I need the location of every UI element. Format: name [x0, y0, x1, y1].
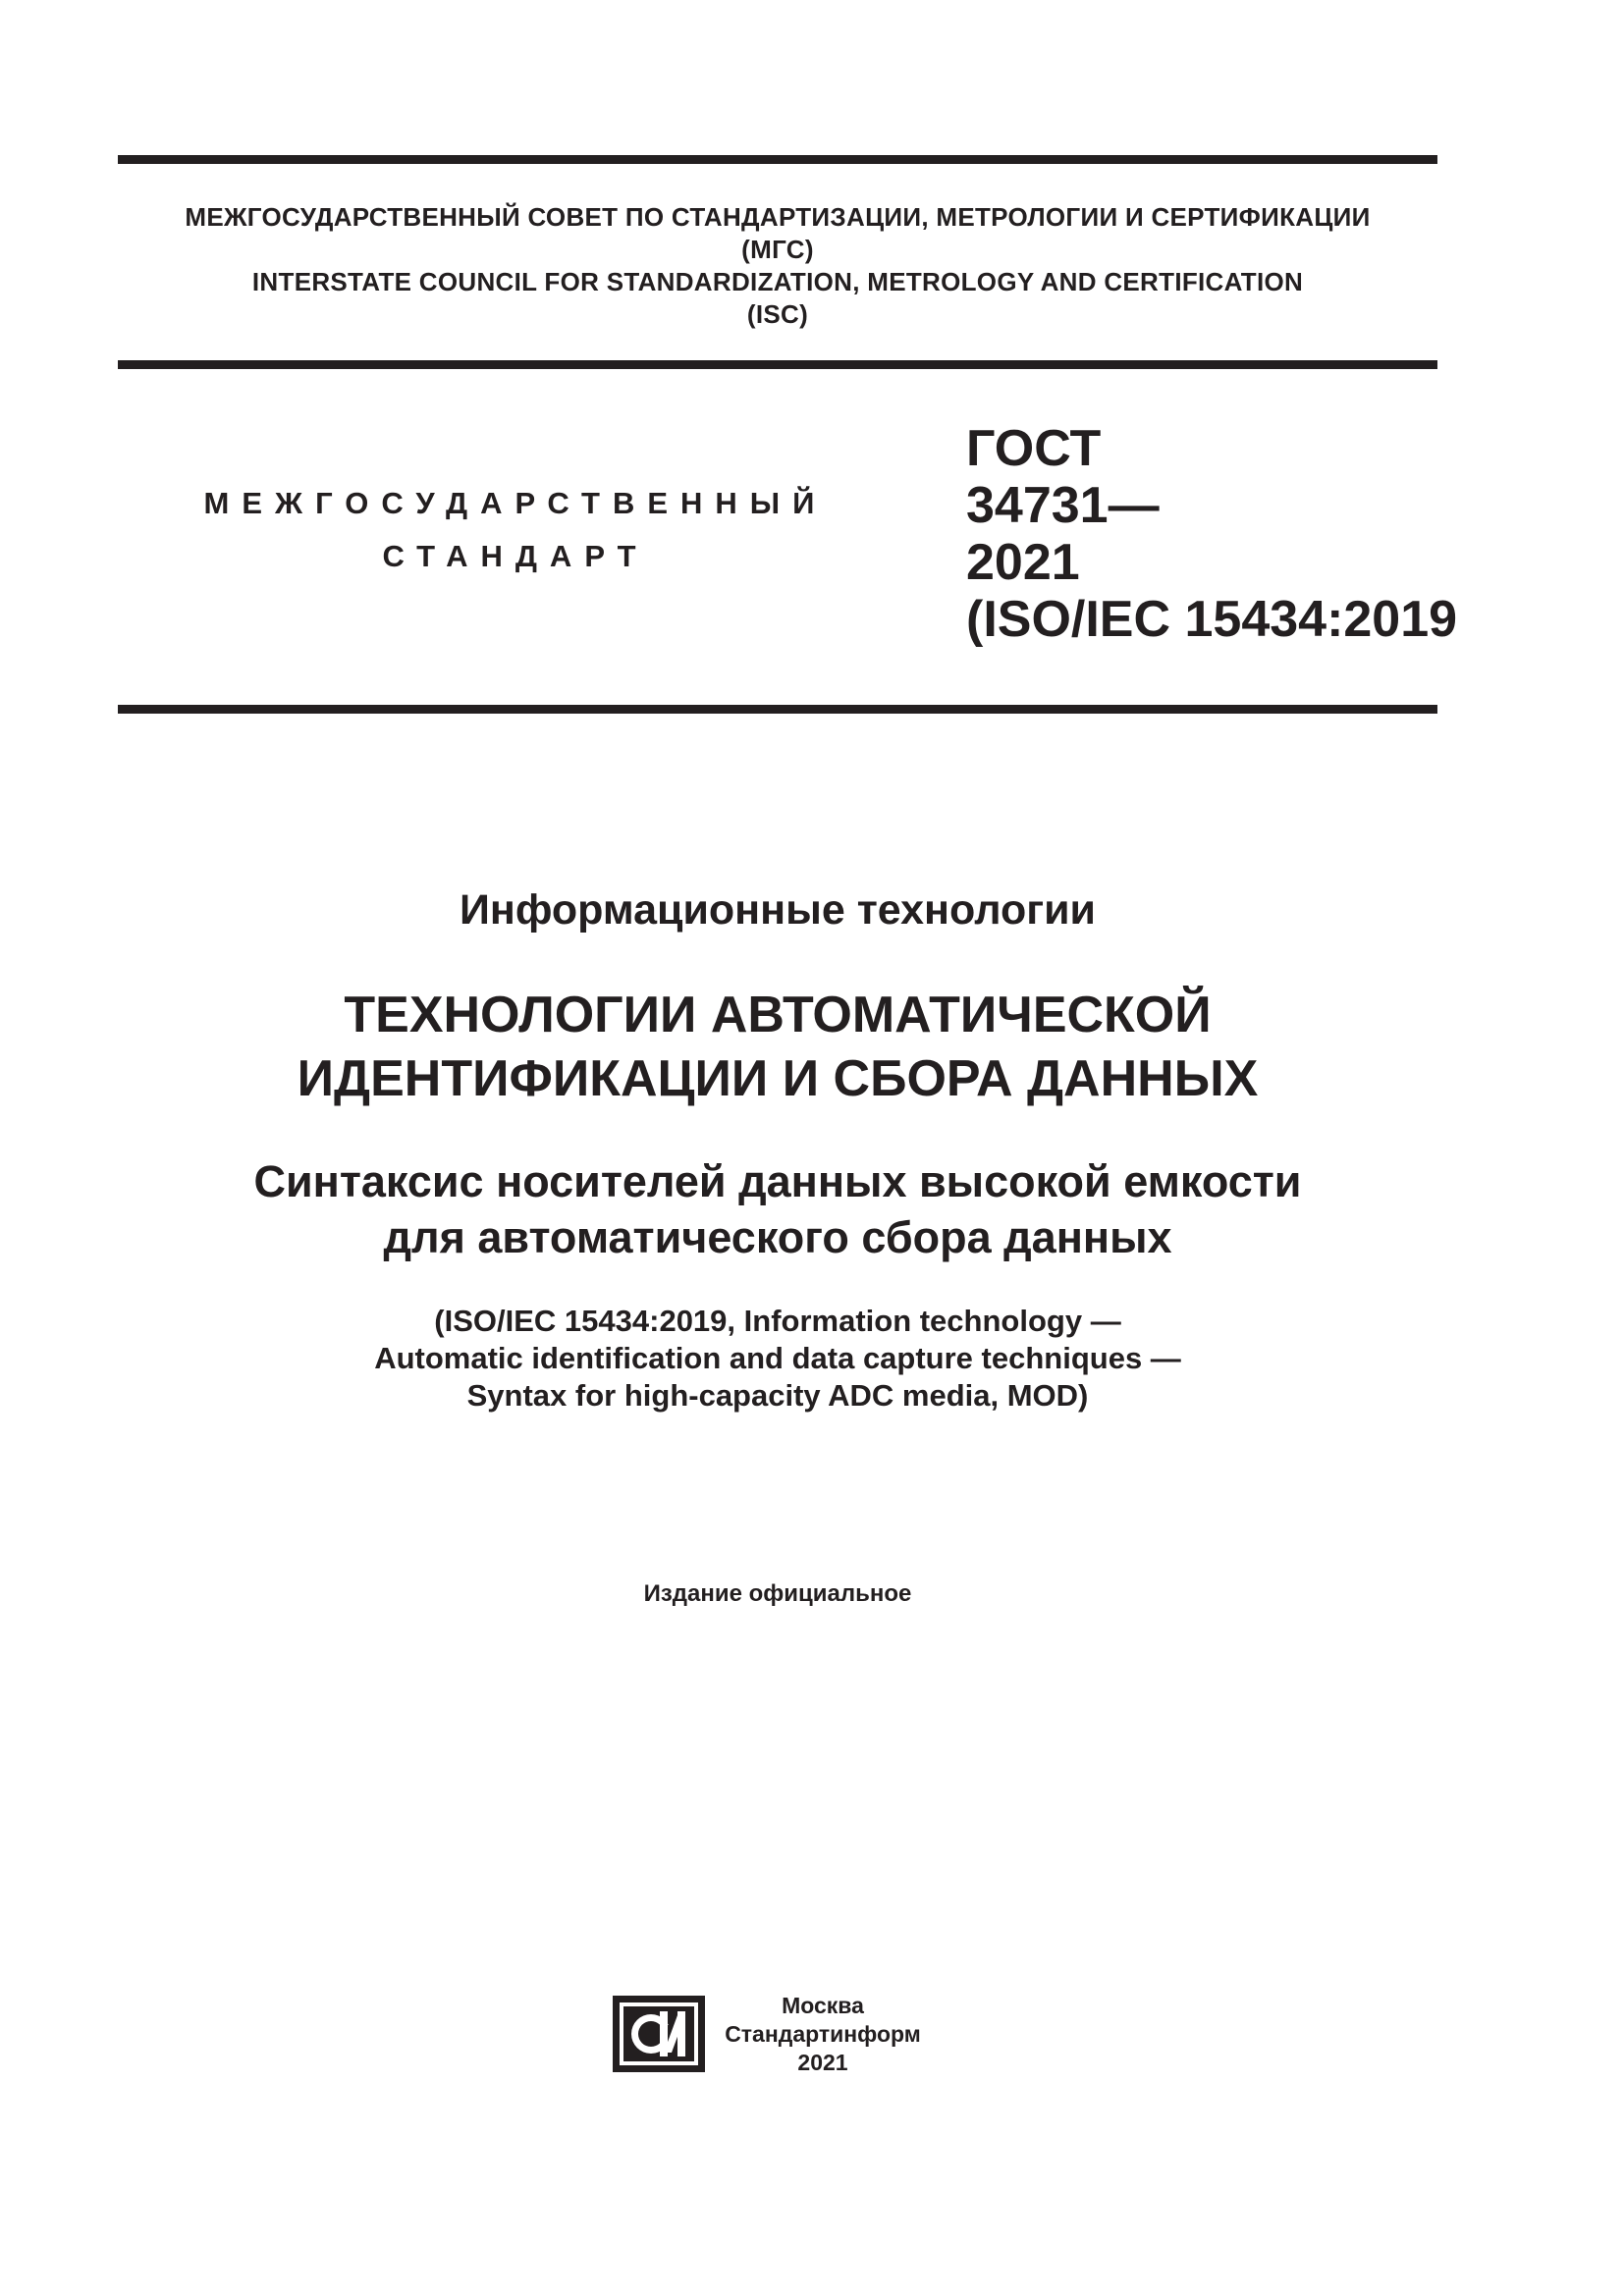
publisher-city: Москва: [782, 1993, 864, 2018]
council-name-en: INTERSTATE COUNCIL FOR STANDARDIZATION, METROLOGY AND CERTIFICATION: [251, 267, 1304, 296]
standard-kind-line-1: МЕЖГОСУДАРСТВЕННЫЙ: [203, 486, 828, 520]
header-divider: [118, 360, 1437, 369]
subtitle-line-2: для автоматического сбора данных: [383, 1212, 1172, 1262]
publisher-block: [725, 1992, 921, 2077]
council-abbr-ru: (МГС): [741, 235, 814, 264]
designation-number: 34731—: [966, 477, 1160, 534]
main-title-line-2: ИДЕНТИФИКАЦИИ И СБОРА ДАННЫХ: [297, 1050, 1259, 1107]
standard-designation: [966, 420, 1458, 648]
top-rule: [118, 155, 1437, 164]
main-title: [118, 984, 1437, 1111]
designation-prefix: ГОСТ: [966, 420, 1102, 477]
standartinform-logo-icon: [613, 1996, 705, 2072]
subtitle: [118, 1153, 1437, 1265]
topic-title: [118, 883, 1437, 936]
standard-kind-line-2: СТАНДАРТ: [382, 539, 649, 573]
council-abbr-en: (ISC): [746, 299, 809, 329]
topic-line: Информационные технологии: [459, 886, 1096, 934]
publisher-name: Стандартинформ: [725, 2021, 921, 2047]
original-title-line-1: (ISO/IEC 15434:2019, Information technology —: [434, 1304, 1121, 1338]
original-title-line-2: Automatic identification and data capture techniques —: [374, 1341, 1181, 1375]
original-standard-title: [118, 1303, 1437, 1415]
main-title-line-1: ТЕХНОЛОГИИ АВТОМАТИЧЕСКОЙ: [344, 987, 1212, 1043]
designation-iso-reference: (ISO/IEC 15434:2019: [966, 591, 1458, 648]
edition-note: [118, 1579, 1437, 1609]
publisher-year: 2021: [797, 2050, 848, 2075]
designation-divider: [118, 705, 1437, 714]
edition-line: Издание официальное: [643, 1580, 912, 1607]
original-title-line-3: Syntax for high-capacity ADC media, MOD): [466, 1378, 1089, 1413]
designation-year: 2021: [966, 534, 1080, 591]
council-name-ru: МЕЖГОСУДАРСТВЕННЫЙ СОВЕТ ПО СТАНДАРТИЗАЦИИ, МЕТРОЛОГИИ И СЕРТИФИКАЦИИ: [185, 202, 1371, 232]
standard-kind: [196, 477, 835, 583]
council-header: [118, 201, 1437, 331]
subtitle-line-1: Синтаксис носителей данных высокой емкости: [253, 1156, 1302, 1206]
